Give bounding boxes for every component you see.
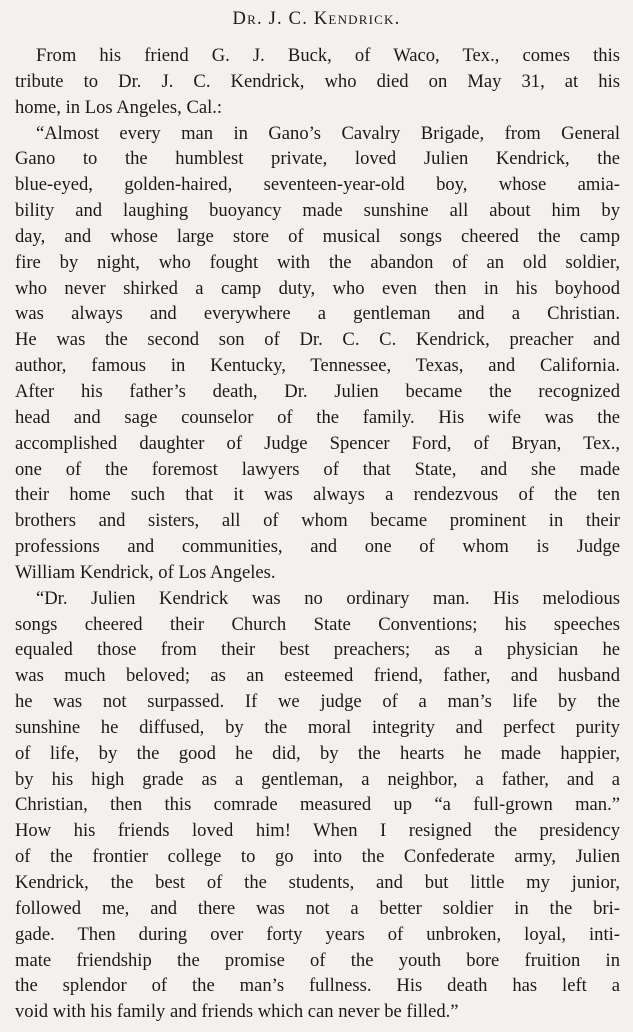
text-line: gade. Then during over forty years of unbroken, loyal, inti- — [15, 923, 620, 945]
text-line: sunshine he diffused, by the moral integrity and perfect purity — [15, 716, 620, 738]
text-line: How his friends loved him! When I resigned the presidency — [15, 820, 620, 842]
text-line: fire by night, who fought with the abandon of an old soldier, — [15, 251, 620, 273]
text-line: He was the second son of Dr. C. C. Kendrick, preacher and — [15, 329, 620, 351]
text-line: “Dr. Julien Kendrick was no ordinary man. His melodious — [36, 587, 620, 609]
text-line: the splendor of the man’s fullness. His death has left a — [15, 975, 620, 997]
text-line: author, famous in Kentucky, Tennessee, Texas, and California. — [15, 355, 620, 377]
text-line: by his high grade as a gentleman, a neighbor, a father, and a — [15, 768, 620, 790]
text-line: void with his family and friends which can never be filled.” — [15, 1001, 459, 1023]
text-line: their home such that it was always a rendezvous of the ten — [15, 484, 620, 506]
text-line: William Kendrick, of Los Angeles. — [15, 561, 276, 583]
text-line: Gano to the humblest private, loved Julien Kendrick, the — [15, 148, 620, 170]
text-line: who never shirked a camp duty, who even then in his boyhood — [15, 277, 620, 299]
text-line: of the frontier college to go into the Confederate army, Julien — [15, 846, 620, 868]
text-line: was always and everywhere a gentleman and a Christian. — [15, 303, 620, 325]
text-line: was much beloved; as an esteemed friend, father, and husband — [15, 665, 620, 687]
text-line: songs cheered their Church State Conventions; his speeches — [15, 613, 620, 635]
article-title: Dr. J. C. Kendrick. — [232, 9, 401, 29]
text-line: equaled those from their best preachers; as a physician he — [15, 639, 620, 661]
text-line: one of the foremost lawyers of that State, and she made — [15, 458, 620, 480]
article-body — [15, 43, 620, 1025]
text-line: Kendrick, the best of the students, and but little my junior, — [15, 872, 620, 893]
text-line: tribute to Dr. J. C. Kendrick, who died on May 31, at his — [15, 70, 620, 92]
text-line: bility and laughing buoyancy made sunshine all about him by — [15, 200, 620, 222]
text-line: After his father’s death, Dr. Julien became the recognized — [15, 380, 620, 402]
text-line: day, and whose large store of musical songs cheered the camp — [15, 225, 620, 247]
text-line: head and sage counselor of the family. His wife was the — [15, 406, 620, 428]
text-line: From his friend G. J. Buck, of Waco, Tex., comes this — [36, 45, 620, 66]
text-line: of life, by the good he did, by the hearts he made happier, — [15, 742, 620, 764]
text-line: brothers and sisters, all of whom became prominent in their — [15, 510, 620, 532]
text-line: blue-eyed, golden-haired, seventeen-year-old boy, whose amia- — [15, 174, 620, 196]
text-line: mate friendship the promise of the youth bore fruition in — [15, 949, 620, 971]
paragraph-3 — [15, 586, 620, 1025]
text-line: accomplished daughter of Judge Spencer Ford, of Bryan, Tex., — [15, 432, 620, 454]
text-line: Christian, then this comrade measured up “a full-grown man.” — [15, 794, 620, 816]
text-line: professions and communities, and one of whom is Judge — [15, 536, 620, 558]
text-line: he was not surpassed. If we judge of a man’s life by the — [15, 691, 620, 713]
text-line: home, in Los Angeles, Cal.: — [15, 96, 223, 118]
text-line: “Almost every man in Gano’s Cavalry Brigade, from General — [36, 122, 620, 144]
paragraph-1 — [15, 43, 620, 121]
paragraph-2 — [15, 121, 620, 586]
text-line: followed me, and there was not a better soldier in the bri- — [15, 897, 620, 919]
